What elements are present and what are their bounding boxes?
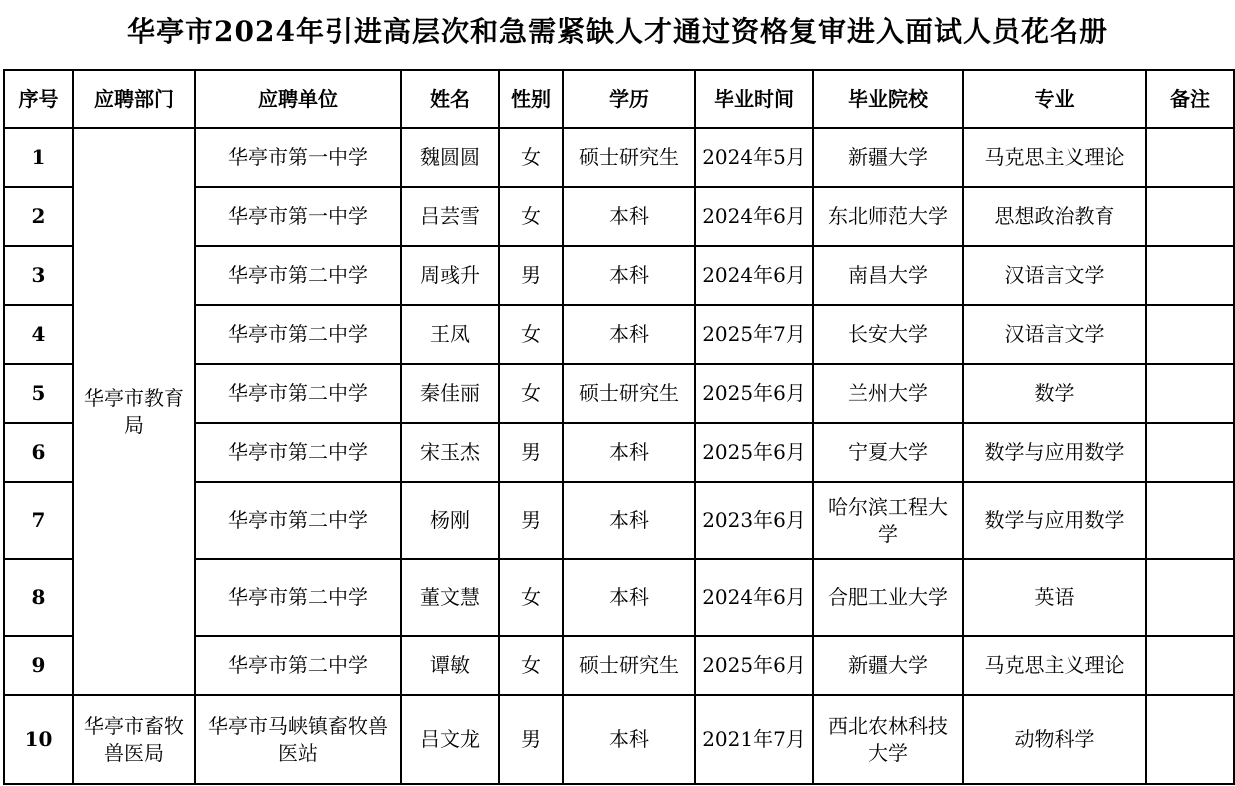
cell-grad-time: 2024年6月: [695, 246, 813, 305]
cell-seq: 5: [4, 364, 73, 423]
cell-dept-education: 华亭市教育局: [73, 128, 195, 695]
cell-unit: 华亭市第二中学: [195, 305, 401, 364]
cell-remark: [1146, 128, 1234, 187]
cell-school: 哈尔滨工程大学: [813, 482, 963, 559]
header-seq: 序号: [4, 70, 73, 128]
cell-remark: [1146, 559, 1234, 636]
cell-unit: 华亭市第二中学: [195, 559, 401, 636]
cell-edu: 本科: [563, 423, 695, 482]
cell-gender: 男: [499, 695, 563, 784]
header-grad-time: 毕业时间: [695, 70, 813, 128]
cell-edu: 本科: [563, 246, 695, 305]
cell-remark: [1146, 695, 1234, 784]
cell-seq: 10: [4, 695, 73, 784]
cell-name: 秦佳丽: [401, 364, 499, 423]
cell-unit: 华亭市马峡镇畜牧兽医站: [195, 695, 401, 784]
cell-school: 南昌大学: [813, 246, 963, 305]
cell-name: 吕芸雪: [401, 187, 499, 246]
cell-dept-veterinary: 华亭市畜牧兽医局: [73, 695, 195, 784]
cell-major: 英语: [963, 559, 1146, 636]
header-dept: 应聘部门: [73, 70, 195, 128]
cell-name: 王凤: [401, 305, 499, 364]
cell-unit: 华亭市第一中学: [195, 128, 401, 187]
cell-name: 魏圆圆: [401, 128, 499, 187]
header-name: 姓名: [401, 70, 499, 128]
cell-remark: [1146, 423, 1234, 482]
header-school: 毕业院校: [813, 70, 963, 128]
cell-edu: 本科: [563, 305, 695, 364]
cell-name: 杨刚: [401, 482, 499, 559]
cell-seq: 7: [4, 482, 73, 559]
cell-unit: 华亭市第一中学: [195, 187, 401, 246]
candidate-table: [3, 69, 1235, 785]
cell-school: 新疆大学: [813, 128, 963, 187]
cell-remark: [1146, 187, 1234, 246]
cell-gender: 男: [499, 246, 563, 305]
cell-seq: 9: [4, 636, 73, 695]
cell-unit: 华亭市第二中学: [195, 246, 401, 305]
table-row: [4, 128, 1234, 187]
cell-gender: 女: [499, 364, 563, 423]
cell-name: 谭敏: [401, 636, 499, 695]
cell-seq: 8: [4, 559, 73, 636]
cell-remark: [1146, 636, 1234, 695]
cell-grad-time: 2023年6月: [695, 482, 813, 559]
cell-edu: 本科: [563, 187, 695, 246]
cell-major: 马克思主义理论: [963, 128, 1146, 187]
table-row: [4, 695, 1234, 784]
cell-edu: 本科: [563, 695, 695, 784]
cell-gender: 女: [499, 559, 563, 636]
cell-edu: 硕士研究生: [563, 636, 695, 695]
cell-gender: 女: [499, 636, 563, 695]
cell-major: 数学与应用数学: [963, 482, 1146, 559]
cell-school: 兰州大学: [813, 364, 963, 423]
document-title: 华亭市2024年引进高层次和急需紧缺人才通过资格复审进入面试人员花名册: [127, 15, 1108, 48]
cell-major: 马克思主义理论: [963, 636, 1146, 695]
header-unit: 应聘单位: [195, 70, 401, 128]
cell-remark: [1146, 364, 1234, 423]
cell-grad-time: 2024年6月: [695, 187, 813, 246]
header-row: [4, 70, 1234, 128]
cell-grad-time: 2025年6月: [695, 364, 813, 423]
header-major: 专业: [963, 70, 1146, 128]
cell-grad-time: 2025年6月: [695, 636, 813, 695]
cell-unit: 华亭市第二中学: [195, 482, 401, 559]
cell-gender: 男: [499, 423, 563, 482]
cell-school: 东北师范大学: [813, 187, 963, 246]
cell-grad-time: 2025年7月: [695, 305, 813, 364]
cell-grad-time: 2025年6月: [695, 423, 813, 482]
cell-major: 汉语言文学: [963, 305, 1146, 364]
cell-gender: 男: [499, 482, 563, 559]
cell-gender: 女: [499, 128, 563, 187]
cell-name: 宋玉杰: [401, 423, 499, 482]
cell-gender: 女: [499, 305, 563, 364]
cell-name: 吕文龙: [401, 695, 499, 784]
cell-unit: 华亭市第二中学: [195, 364, 401, 423]
cell-grad-time: 2024年5月: [695, 128, 813, 187]
cell-major: 动物科学: [963, 695, 1146, 784]
cell-remark: [1146, 482, 1234, 559]
cell-major: 数学与应用数学: [963, 423, 1146, 482]
cell-seq: 2: [4, 187, 73, 246]
cell-gender: 女: [499, 187, 563, 246]
cell-major: 数学: [963, 364, 1146, 423]
cell-grad-time: 2021年7月: [695, 695, 813, 784]
cell-edu: 硕士研究生: [563, 128, 695, 187]
cell-grad-time: 2024年6月: [695, 559, 813, 636]
cell-seq: 3: [4, 246, 73, 305]
header-gender: 性别: [499, 70, 563, 128]
header-remark: 备注: [1146, 70, 1234, 128]
cell-edu: 本科: [563, 482, 695, 559]
cell-remark: [1146, 246, 1234, 305]
cell-school: 长安大学: [813, 305, 963, 364]
cell-seq: 1: [4, 128, 73, 187]
cell-name: 周彧升: [401, 246, 499, 305]
cell-seq: 4: [4, 305, 73, 364]
cell-school: 宁夏大学: [813, 423, 963, 482]
cell-unit: 华亭市第二中学: [195, 423, 401, 482]
cell-name: 董文慧: [401, 559, 499, 636]
cell-school: 西北农林科技大学: [813, 695, 963, 784]
cell-major: 思想政治教育: [963, 187, 1146, 246]
cell-school: 新疆大学: [813, 636, 963, 695]
cell-school: 合肥工业大学: [813, 559, 963, 636]
cell-edu: 本科: [563, 559, 695, 636]
cell-major: 汉语言文学: [963, 246, 1146, 305]
cell-edu: 硕士研究生: [563, 364, 695, 423]
cell-seq: 6: [4, 423, 73, 482]
cell-remark: [1146, 305, 1234, 364]
header-edu: 学历: [563, 70, 695, 128]
cell-unit: 华亭市第二中学: [195, 636, 401, 695]
